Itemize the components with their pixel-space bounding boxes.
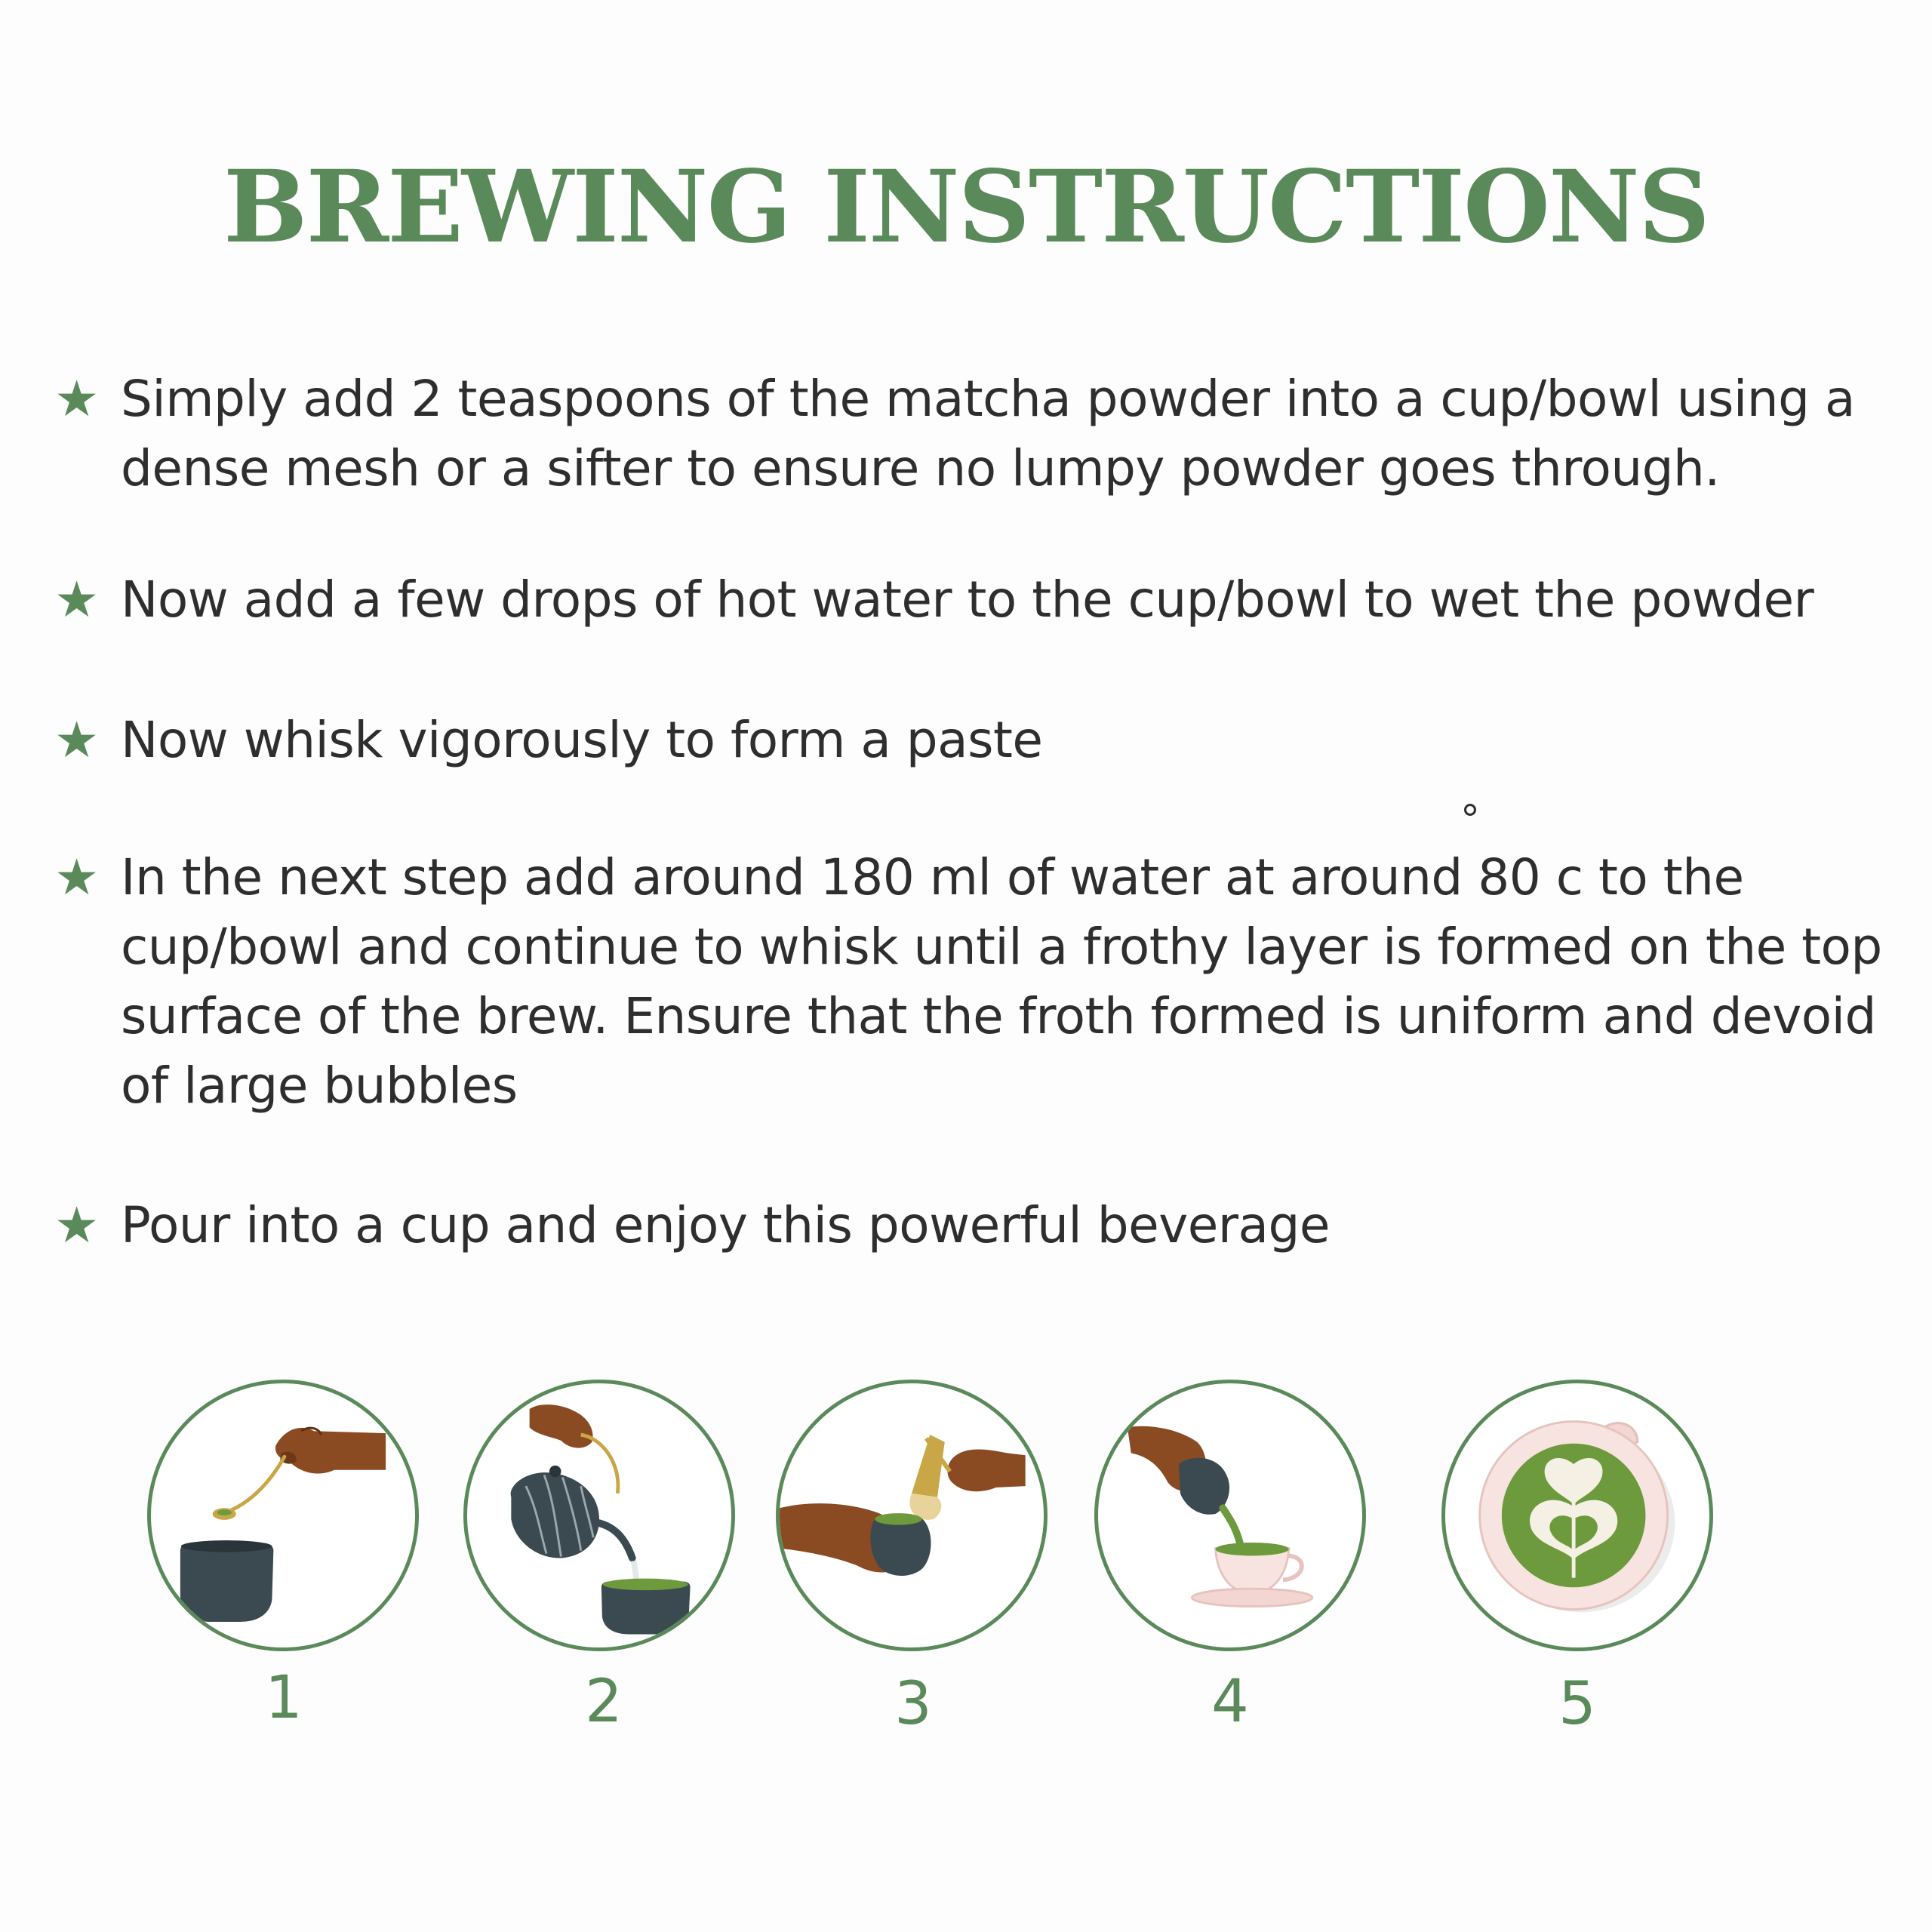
- star-icon: ★: [54, 711, 100, 769]
- star-icon: ★: [54, 370, 100, 428]
- step-illustration-2: [463, 1380, 735, 1651]
- star-icon: ★: [54, 1196, 100, 1254]
- page-title: BREWING INSTRUCTIONS: [223, 149, 1709, 266]
- instruction-step-1: [54, 365, 1896, 503]
- instruction-text: Simply add 2 teaspoons of the matcha powder into a cup/bowl using a dense mesh or a sifter to ensure no lumpy powder goes through.: [121, 370, 1855, 497]
- instruction-step-5: [54, 1191, 1896, 1260]
- step-number-1: 1: [265, 1664, 303, 1732]
- instruction-step-2: [54, 565, 1896, 635]
- step-number-3: 3: [894, 1670, 932, 1738]
- step-number-5: 5: [1558, 1670, 1596, 1738]
- instruction-text: Pour into a cup and enjoy this powerful beverage: [121, 1196, 1330, 1254]
- step-illustration-4: [1094, 1380, 1366, 1651]
- hand-spoon-bowl-icon: [151, 1383, 415, 1647]
- pour-teacup-icon: [1098, 1383, 1362, 1647]
- step-number-2: 2: [585, 1668, 623, 1736]
- step-number-4: 4: [1211, 1668, 1249, 1736]
- matcha-latte-art-icon: [1445, 1383, 1709, 1647]
- instruction-text: Now whisk vigorously to form a paste: [121, 711, 1043, 769]
- kettle-pour-bowl-icon: [467, 1383, 731, 1647]
- star-icon: ★: [54, 571, 100, 629]
- star-icon: ★: [54, 848, 100, 906]
- step-illustration-3: [776, 1380, 1048, 1651]
- step-illustration-1: [147, 1380, 419, 1651]
- instruction-step-3: [54, 706, 1896, 775]
- whisk-bowl-icon: [780, 1383, 1044, 1647]
- degree-symbol: [1464, 804, 1476, 816]
- step-illustration-5: [1441, 1380, 1713, 1651]
- instruction-text: In the next step add around 180 ml of water at around 80 c to the cup/bowl and continue to whisk until a frothy layer is formed on the top surface of the brew. Ensure that the froth formed is uniform and devoid of large bubbles: [121, 848, 1882, 1115]
- instruction-step-4: [54, 843, 1896, 1121]
- instruction-text: Now add a few drops of hot water to the cup/bowl to wet the powder: [121, 571, 1814, 629]
